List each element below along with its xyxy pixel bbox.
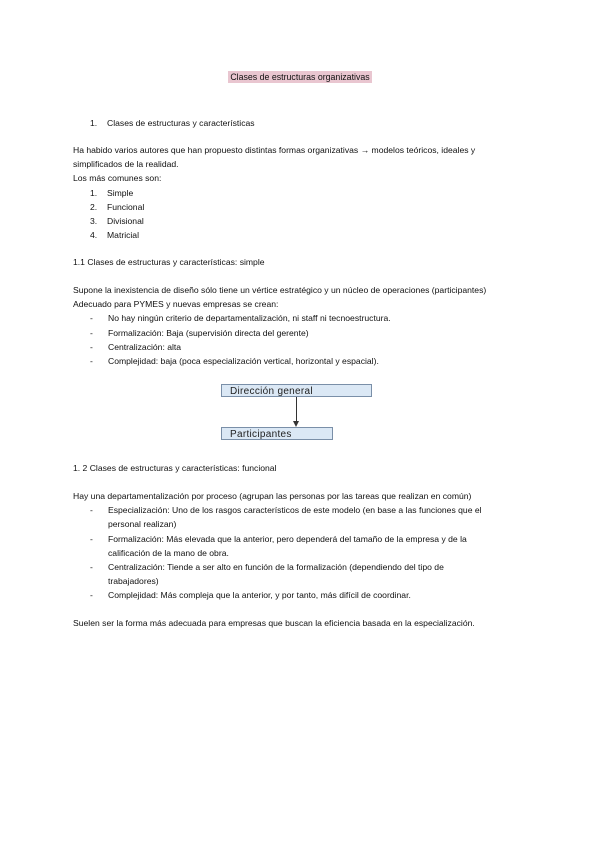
list-item	[73, 200, 533, 214]
paragraph-line: Hay una departamentalización por proceso (agrupan las personas por las tareas que realizan en común)	[73, 491, 472, 501]
closing-paragraph: Suelen ser la forma más adecuada para empresas que buscan la eficiencia basada en la especialización.	[73, 618, 475, 628]
list-number: 4.	[90, 230, 98, 241]
bullet-item	[73, 503, 533, 531]
diagram-box-bottom: Participantes	[221, 427, 333, 440]
title-container	[0, 71, 600, 83]
bullet-dash: -	[90, 356, 93, 367]
list-label: Simple	[107, 187, 134, 198]
section-funcional-body	[73, 489, 533, 603]
bullet-text: Formalización: Más elevada que la anterior, pero dependerá del tamaño de la empresa y de la	[108, 533, 467, 544]
list-label: Divisional	[107, 216, 144, 227]
org-diagram	[221, 384, 381, 444]
bullet-text: No hay ningún criterio de departamentalización, ni staff ni tecnoestructura.	[108, 313, 391, 324]
document-title: Clases de estructuras organizativas	[230, 72, 370, 82]
bullet-item	[73, 560, 533, 588]
section-heading-text: Clases de estructuras y características	[107, 118, 255, 128]
bullet-text-cont: trabajadores)	[108, 576, 159, 587]
bullet-text: Complejidad: Más compleja que la anterior, y por tanto, más difícil de coordinar.	[108, 590, 411, 601]
intro-line: Ha habido varios autores que han propuesto distintas formas organizativas → modelos teóricos, ideales y	[73, 145, 476, 155]
bullet-dash: -	[90, 341, 93, 352]
list-item	[73, 186, 533, 200]
bullet-item	[73, 532, 533, 560]
bullet-item	[73, 326, 533, 340]
bullet-dash: -	[90, 590, 93, 601]
bullet-list	[73, 503, 533, 602]
bullet-item	[73, 354, 533, 368]
section-funcional-heading: 1. 2 Clases de estructuras y características: funcional	[73, 463, 277, 473]
section-simple-body	[73, 283, 533, 368]
bullet-dash: -	[90, 505, 93, 516]
diagram-box-top: Dirección general	[221, 384, 372, 397]
bullet-text: Formalización: Baja (supervisión directa del gerente)	[108, 327, 309, 338]
list-label: Funcional	[107, 201, 145, 212]
intro-paragraph	[73, 143, 533, 242]
section-number: 1.	[90, 118, 98, 128]
paragraph-line: Adecuado para PYMES y nuevas empresas se crean:	[73, 299, 279, 310]
section-simple-heading: 1.1 Clases de estructuras y características: simple	[73, 257, 265, 267]
bullet-text: Centralización: Tiende a ser alto en función de la formalización (dependiendo del tipo de	[108, 562, 444, 573]
bullet-dash: -	[90, 562, 93, 573]
bullet-dash: -	[90, 313, 93, 324]
bullet-text-cont: calificación de la mano de obra.	[108, 547, 229, 558]
bullet-item	[73, 340, 533, 354]
list-item	[73, 214, 533, 228]
bullet-list	[73, 311, 533, 368]
bullet-text: Especialización: Uno de los rasgos característicos de este modelo (en base a las funciones que el	[108, 505, 482, 516]
list-number: 1.	[90, 187, 98, 198]
bullet-dash: -	[90, 327, 93, 338]
list-number: 2.	[90, 201, 98, 212]
list-number: 3.	[90, 216, 98, 227]
numbered-list	[73, 186, 533, 243]
bullet-text: Centralización: alta	[108, 341, 182, 352]
bullet-text: Complejidad: baja (poca especialización vertical, horizontal y espacial).	[108, 356, 379, 367]
list-item	[73, 228, 533, 242]
bullet-text-cont: personal realizan)	[108, 519, 177, 530]
bullet-item	[73, 588, 533, 602]
bullet-dash: -	[90, 533, 93, 544]
connector-line	[296, 397, 297, 423]
intro-line: simplificados de la realidad.	[73, 159, 179, 170]
bullet-item	[73, 311, 533, 325]
section-heading-1	[90, 117, 255, 129]
paragraph-line: Supone la inexistencia de diseño sólo tiene un vértice estratégico y un núcleo de operaciones (participantes)	[73, 285, 487, 295]
list-label: Matricial	[107, 230, 139, 241]
intro-line: Los más comunes son:	[73, 173, 162, 184]
